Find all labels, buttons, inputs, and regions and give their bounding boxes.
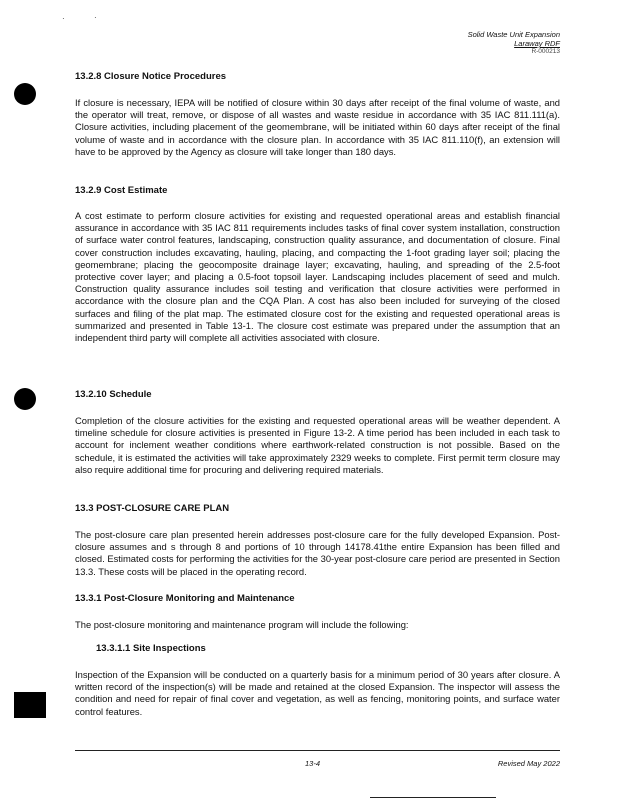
header-document-number: R-000213	[531, 48, 560, 55]
footer-rule	[75, 750, 560, 751]
paragraph-closure-notice: If closure is necessary, IEPA will be notified of closure within 30 days after receipt of the final volume of waste, and the operator will treat, remove, or dispose of all wastes and waste residue in accordance with 35 IAC 811.111(a). Closure activities, including placement of the geomembrane, will be initiated within 60 days after receipt of the final volume of waste and in accordance with the closure plan. In accordance with 35 IAC 811.110(f), an extension will have to be approved by the Agency as closure will take longer than 180 days.	[75, 97, 560, 157]
scan-speck: ·	[94, 13, 97, 22]
paragraph-cost-estimate: A cost estimate to perform closure activities for existing and requested operational areas and establish financial assurance in accordance with 35 IAC 811 requirements includes tasks of final cover system installation, construction of surface water control features, landscaping, construction quality assurance, and documentation of closure. Final cover construction includes excavating, hauling, placing, and compacting the 1-foot grading layer soil; placing the geomembrane; placing the geocomposite drainage layer; excavating, hauling, and spreading of the 2.5-foot protective cover layer; and placing a 0.5-foot topsoil layer. Landscaping includes placement of seed and mulch. Construction quality assurance includes soil testing and verification that closure activities were performed in accordance with the closure plan and the CQA Plan. A cost has also been included for surveying of the closed surfaces and filing of the plat map. The estimated closure cost for the existing and requested operational areas is summarized and presented in Table 13-1. The closure cost estimate was prepared under the assumption that an independent third party will complete all activities associated with closure.	[75, 210, 560, 344]
paragraph-post-closure: The post-closure care plan presented herein addresses post-closure care for the fully developed Expansion. Post-closure assumes and s through 8 and portions of 10 through 14178.41the entire Expansion has been filled and closed. Estimated costs for performing the activities for the 30-year post-closure care period are presented in Section 13.3. These costs will be placed in the operating record.	[75, 529, 560, 577]
scan-speck: ·	[62, 14, 65, 23]
section-heading-post-closure: 13.3 POST-CLOSURE CARE PLAN	[75, 503, 230, 514]
section-heading-cost-estimate: 13.2.9 Cost Estimate	[75, 185, 168, 196]
section-heading-schedule: 13.2.10 Schedule	[75, 389, 152, 400]
punch-hole-middle	[14, 388, 36, 410]
binder-tab-mark	[14, 692, 46, 718]
footer-revision-date: Revised May 2022	[497, 759, 560, 768]
paragraph-schedule: Completion of the closure activities for the existing and requested operational areas will be weather dependent. A timeline schedule for closure activities is presented in Figure 13-2. A time period has been included in each task to account for inclement weather conditions where earthwork-related construction is not possible. Based on the schedule, it is estimated the activities will take approximately 2329 weeks to complete. First permit term closure may also require additional time for procuring and delivering required materials.	[75, 415, 560, 475]
bottom-divider	[370, 797, 496, 798]
paragraph-monitoring: The post-closure monitoring and maintenance program will include the following:	[75, 619, 409, 630]
footer-page-number: 13-4	[305, 759, 321, 768]
header-facility-name: Laraway RDF	[514, 39, 560, 48]
header-project-title: Solid Waste Unit Expansion	[467, 30, 560, 39]
paragraph-site-inspections: Inspection of the Expansion will be conducted on a quarterly basis for a minimum period of 30 years after closure. A written record of the inspection(s) will be made and retained at the closed Expansion. The inspector will assess the condition and need for repair of final cover and vegetation, as well as fencing, monitoring points, and surface water control features.	[75, 669, 560, 717]
punch-hole-top	[14, 83, 36, 105]
section-heading-monitoring: 13.3.1 Post-Closure Monitoring and Maintenance	[75, 593, 295, 604]
section-heading-closure-notice: 13.2.8 Closure Notice Procedures	[75, 71, 227, 82]
section-heading-site-inspections: 13.3.1.1 Site Inspections	[96, 643, 206, 654]
